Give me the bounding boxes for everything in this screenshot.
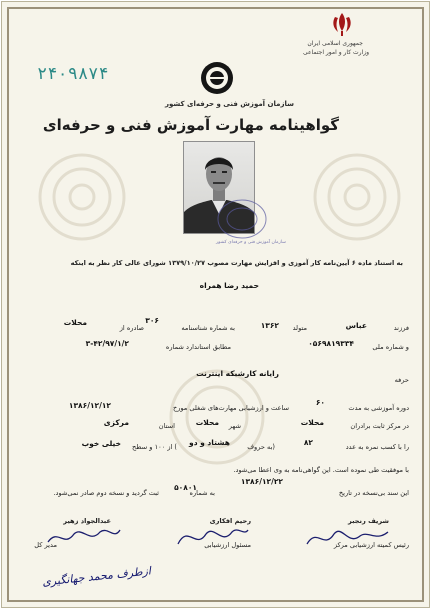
course-hours: ۶۰ [315,398,325,407]
id-number: ۳۰۶ [145,316,159,325]
issue-tail: ثبت گردید و نسخه دوم صادر نمی‌شود. [53,489,159,497]
province-name: مرکزی [103,418,129,427]
organization-name: سازمان آموزش فنی و حرفه‌ای کشور [164,100,294,108]
born-label: متولد [292,324,307,332]
preamble-text: به استناد ماده ۶ آیین‌نامه کار آموزی و افزایش مهارت مصوب ۱۳۷۹/۱۰/۲۷ شورای عالی کار نظر به اینکه [70,259,403,267]
father-name: عباس [345,321,367,330]
skill-level: خیلی خوب [81,439,121,448]
national-id: ۰۵۶۹۸۱۹۳۳۴ [308,339,354,348]
background-emblem-center [152,362,282,472]
standard-number: ۳-۴۲/۹۷/۱/۲ [85,339,129,348]
serial-number: ۲۴۰۹۸۷۴ [37,64,109,84]
course-label: دوره آموزشی به مدت [348,404,409,412]
issued-place: محلات [63,318,87,327]
city-label: شهر [228,422,241,430]
signature-left [44,522,124,552]
course-mid-text: ساعت و ارزشیابی مهارت‌های شغلی مورخ [172,404,289,412]
score-words-label: (به حروف [247,443,275,451]
city-name: محلات [195,418,219,427]
issue-date: ۱۳۸۶/۱۲/۲۲ [240,477,283,486]
stamp-text: سازمان آموزش فنی و حرفه‌ای کشور [216,240,286,245]
score-tail: ) از ۱۰۰ و سطح [132,443,177,451]
signature-middle [172,520,252,552]
signer-left-title: مدیر کل [34,541,57,549]
issue-mid: به شماره [189,489,215,497]
father-label: فرزند [393,324,409,332]
official-stamp-icon [216,198,268,240]
signer-left-name: عبدالجواد زهیر [63,517,111,525]
certificate-border [7,7,424,602]
holder-name: حمید رضا همراه [199,281,259,290]
birth-year: ۱۳۶۲ [260,321,279,330]
passed-text: با موفقیت طی نموده است. این گواهی‌نامه به وی اعطا می‌شود. [233,466,409,474]
tvto-logo-icon [199,60,235,96]
job-label: حرفه [394,376,409,384]
republic-text: جمهوری اسلامی ایران [307,40,363,47]
issued-label: صادره از [119,324,144,332]
signer-right-title: رئیس کمیته ارزشیابی مرکز [333,541,409,549]
signer-right-name: شریف رنجبر [347,517,389,525]
handwritten-signature: ازطرف محمد جهانگیری [41,564,152,589]
certificate-title: گواهینامه مهارت آموزش فنی و حرفه‌ای [42,116,339,134]
standard-label: مطابق استاندارد شماره [165,343,231,351]
issue-prefix: این سند بی‌نسخه در تاریخ [338,489,409,497]
id-label: به شماره شناسنامه [181,324,235,332]
score-number: ۸۲ [303,438,313,447]
signer-mid-name: رحیم افکاری [209,517,251,525]
center-label: در مرکز ثابت برادران [350,422,409,430]
score-label: را با کسب نمره به عدد [345,443,409,451]
background-emblem-left [22,142,142,252]
iran-emblem-icon [329,11,355,37]
job-title: رایانه کارشبکه اینترنت [196,369,279,378]
national-id-label: و شماره ملی [372,343,409,351]
ministry-text: وزارت کار و امور اجتماعی [302,49,369,56]
center-name: محلات [300,418,324,427]
course-date: ۱۳۸۶/۱۲/۱۲ [68,401,111,410]
issue-number: ۵۰۸۰۱ [174,483,197,492]
province-label: استان [158,422,175,430]
signature-right [302,522,392,552]
score-words: هشتاد و دو [189,438,230,447]
background-emblem-right [297,142,417,252]
signer-mid-title: مسئول ارزشیابی [204,541,251,549]
certificate-sheet [1,1,430,608]
